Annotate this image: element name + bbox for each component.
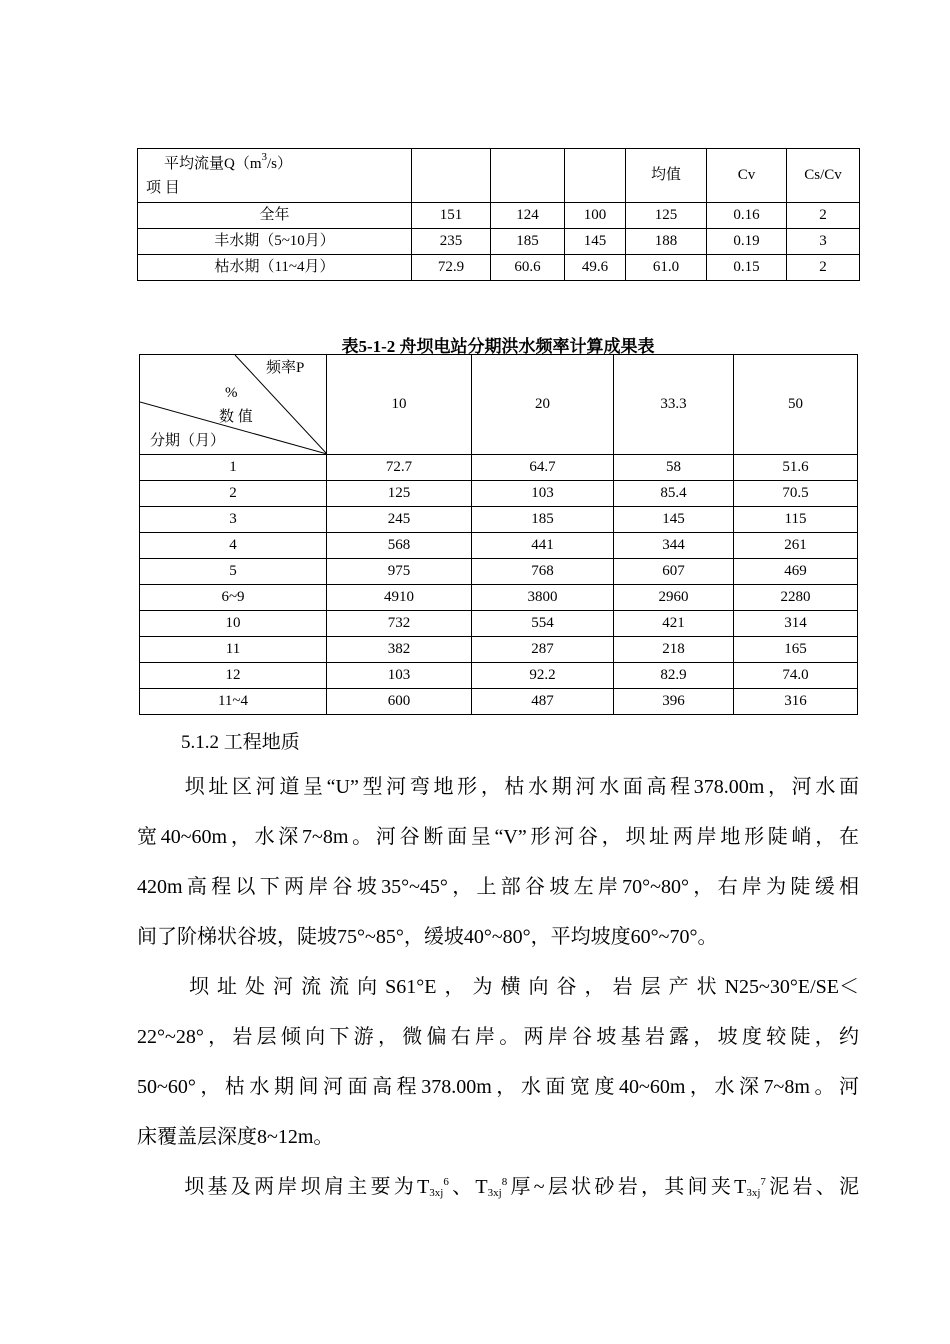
flood-frequency-table <box>139 354 858 715</box>
table-row <box>138 255 860 281</box>
table-cell: 151 <box>412 203 491 229</box>
table-cell: 287 <box>472 637 614 663</box>
table-cell: 2 <box>787 255 860 281</box>
table-cell: 382 <box>327 637 472 663</box>
table-cell: 125 <box>626 203 707 229</box>
row-label: 10 <box>140 611 327 637</box>
paragraph-line: 22°~28°，岩层倾向下游，微偏右岸。两岸谷坡基岩露，坡度较陡，约 <box>137 1026 859 1048</box>
row-label: 11~4 <box>140 689 327 715</box>
table-cell: 469 <box>734 559 858 585</box>
table-cell: 103 <box>327 663 472 689</box>
table-cell: 185 <box>491 229 565 255</box>
table-header-row <box>138 149 860 203</box>
row-label: 5 <box>140 559 327 585</box>
paragraph-line: 床覆盖层深度8~12m。 <box>137 1126 334 1148</box>
table-cell: 100 <box>565 203 626 229</box>
section-title: 5.1.2 工程地质 <box>181 732 300 753</box>
table-cell: 768 <box>472 559 614 585</box>
paragraph-rock <box>137 1162 859 1212</box>
table-cell: 124 <box>491 203 565 229</box>
table-cell: 235 <box>412 229 491 255</box>
table-row <box>140 663 858 689</box>
paragraph-line: 420m高程以下两岸谷坡35°~45°，上部谷坡左岸70°~80°，右岸为陡缓相 <box>137 876 859 898</box>
column-header-mean: 均值 <box>626 149 707 203</box>
row-label: 4 <box>140 533 327 559</box>
row-label: 1 <box>140 455 327 481</box>
diag-label-value: 数 值 <box>219 409 253 425</box>
column-header-cs-cv: Cs/Cv <box>787 149 860 203</box>
table-row <box>140 481 858 507</box>
row-label: 2 <box>140 481 327 507</box>
column-header <box>565 149 626 203</box>
row-label: 全年 <box>138 203 412 229</box>
table-cell: 51.6 <box>734 455 858 481</box>
table-row <box>140 559 858 585</box>
row-label: 12 <box>140 663 327 689</box>
table-row <box>140 455 858 481</box>
table-cell: 2280 <box>734 585 858 611</box>
diag-label-frequency: 频率P <box>266 360 305 376</box>
table-cell: 58 <box>614 455 734 481</box>
column-header: 10 <box>327 355 472 455</box>
table-row <box>140 611 858 637</box>
table-cell: 975 <box>327 559 472 585</box>
column-header-cv: Cv <box>707 149 787 203</box>
table-cell: 165 <box>734 637 858 663</box>
diag-label-period: 分期（月） <box>150 433 226 449</box>
table-cell: 344 <box>614 533 734 559</box>
table-cell: 60.6 <box>491 255 565 281</box>
header-flow-label: 平均流量$Q(m^3/s)$ <box>164 151 293 172</box>
column-header: 20 <box>472 355 614 455</box>
table-cell: 145 <box>614 507 734 533</box>
column-header <box>412 149 491 203</box>
table-cell: 70.5 <box>734 481 858 507</box>
header-item-label: 项 目 <box>146 180 180 196</box>
table-cell: 185 <box>472 507 614 533</box>
table-cell: 3800 <box>472 585 614 611</box>
column-header: 33.3 <box>614 355 734 455</box>
row-label: 枯水期（11~4月） <box>138 255 412 281</box>
table-cell: 218 <box>614 637 734 663</box>
diag-label-percent: % <box>225 385 238 401</box>
diagonal-header-cell <box>140 355 327 455</box>
table-cell: 732 <box>327 611 472 637</box>
table-cell: 0.15 <box>707 255 787 281</box>
column-header <box>491 149 565 203</box>
table-cell: 4910 <box>327 585 472 611</box>
column-header: 50 <box>734 355 858 455</box>
table-cell: 125 <box>327 481 472 507</box>
paragraph-terrain <box>137 762 859 962</box>
table-cell: 261 <box>734 533 858 559</box>
row-label: 6~9 <box>140 585 327 611</box>
table-cell: 607 <box>614 559 734 585</box>
table-cell: 64.7 <box>472 455 614 481</box>
table-cell: 103 <box>472 481 614 507</box>
flow-statistics-table <box>137 148 860 281</box>
row-label: 3 <box>140 507 327 533</box>
table-cell: 0.16 <box>707 203 787 229</box>
header-corner-cell <box>138 149 412 203</box>
table-cell: 568 <box>327 533 472 559</box>
table-cell: 487 <box>472 689 614 715</box>
table-cell: 421 <box>614 611 734 637</box>
table-row <box>140 689 858 715</box>
table-cell: 74.0 <box>734 663 858 689</box>
paragraph-line: 坝址处河流流向S61°E，为横向谷，岩层产状N25~30°E/SE＜ <box>181 976 859 998</box>
table-cell: 61.0 <box>626 255 707 281</box>
table-row <box>138 229 860 255</box>
paragraph-line: 50~60°，枯水期间河面高程378.00m，水面宽度40~60m，水深7~8m。河 <box>137 1076 859 1098</box>
table-cell: 188 <box>626 229 707 255</box>
table-cell: 92.2 <box>472 663 614 689</box>
table-caption: 表5-1-2 舟坝电站分期洪水频率计算成果表 <box>341 337 655 356</box>
table-cell: 314 <box>734 611 858 637</box>
paragraph-river <box>137 962 859 1162</box>
row-label: 丰水期（5~10月） <box>138 229 412 255</box>
table-cell: 2 <box>787 203 860 229</box>
paragraph-line: 坝基及两岸坝肩主要为$T_{3xj}^6$、$T_{3xj}^8$厚~层状砂岩，其间夹$T_{3xj}^7$泥岩、泥 <box>181 1176 860 1199</box>
table-cell: 72.9 <box>412 255 491 281</box>
table-row <box>140 637 858 663</box>
table-header-row <box>140 355 858 455</box>
table-cell: 85.4 <box>614 481 734 507</box>
paragraph-line: 间了阶梯状谷坡，陡坡75°~85°，缓坡40°~80°，平均坡度60°~70°。 <box>137 926 718 948</box>
table-cell: 245 <box>327 507 472 533</box>
table-cell: 49.6 <box>565 255 626 281</box>
table-cell: 316 <box>734 689 858 715</box>
table-cell: 115 <box>734 507 858 533</box>
paragraph-line: 坝址区河道呈“U”型河弯地形，枯水期河水面高程378.00m，河水面 <box>181 776 859 798</box>
table-cell: 441 <box>472 533 614 559</box>
table-cell: 145 <box>565 229 626 255</box>
table-row <box>140 533 858 559</box>
table-cell: 82.9 <box>614 663 734 689</box>
table-row <box>140 585 858 611</box>
table-cell: 554 <box>472 611 614 637</box>
table-cell: 2960 <box>614 585 734 611</box>
table-row <box>140 507 858 533</box>
table-cell: 72.7 <box>327 455 472 481</box>
table-row <box>138 203 860 229</box>
table-cell: 600 <box>327 689 472 715</box>
paragraph-line: 宽40~60m，水深7~8m。河谷断面呈“V”形河谷，坝址两岸地形陡峭，在 <box>137 826 859 848</box>
table-cell: 3 <box>787 229 860 255</box>
table-cell: 0.19 <box>707 229 787 255</box>
row-label: 11 <box>140 637 327 663</box>
table-cell: 396 <box>614 689 734 715</box>
